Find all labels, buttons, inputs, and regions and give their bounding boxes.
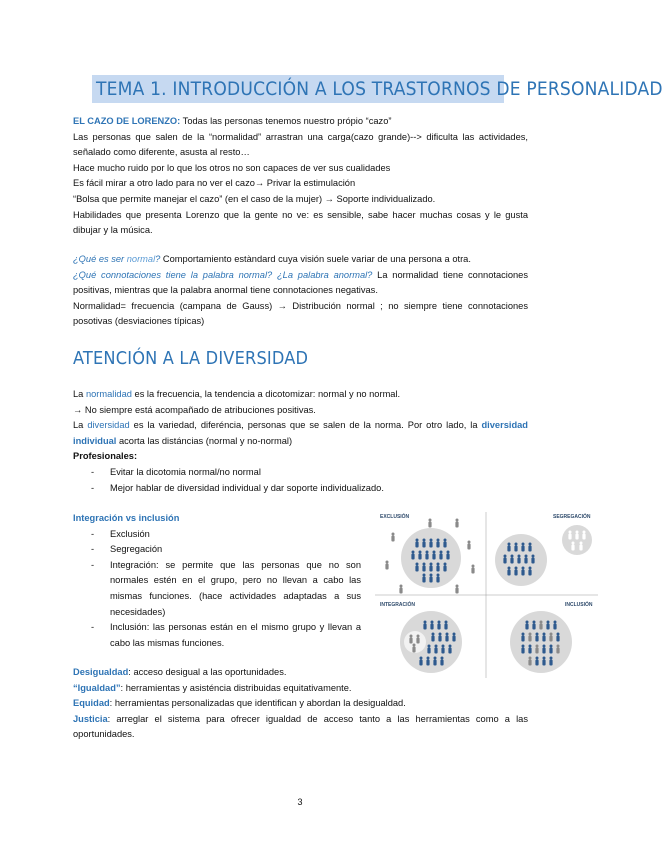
diagram-label-inclusion: INCLUSIÓN (565, 602, 593, 608)
normal-line3: Normalidad= frecuencia (campana de Gauss) → Distribución normal ; no siempre tiene connotaciones posotivas (desviaciones típicas) (73, 300, 528, 327)
section-heading-diversidad: ATENCIÓN A LA DIVERSIDAD (73, 348, 309, 369)
list-item: - Exclusión (73, 527, 361, 543)
def-equidad-text: : herramientas personalizadas que identifican y abordan la desigualdad. (109, 698, 406, 709)
div-l1-b: normalidad (85, 389, 132, 399)
normal-q2 (73, 268, 528, 299)
diversidad-l1 (73, 387, 528, 403)
profesionales-label: Profesionales: (73, 451, 138, 462)
def-justicia-text: : arreglar el sistema para ofrecer igualdad de acceso tanto a las herramientas como a las oportunidades. (73, 713, 528, 740)
normal-section (73, 252, 528, 330)
def-equidad (73, 696, 528, 712)
div-l3-b: diversidad (87, 420, 130, 431)
def-desigualdad-text: : acceso desigual a las oportunidades. (128, 667, 287, 677)
def-equidad-term: Equidad (73, 698, 110, 709)
div-l3-a: La (73, 420, 88, 431)
normal-q1 (73, 252, 528, 268)
lorenzo-heading-rest: Todas las personas tenemos nuestro própio “cazo” (180, 116, 392, 126)
integracion-heading: Integración vs inclusión (73, 513, 180, 523)
def-justicia (73, 712, 528, 743)
normal-q2-question: ¿Qué connotaciones tiene la palabra normal? ¿La palabra anormal? (73, 269, 373, 280)
def-desigualdad (73, 665, 528, 681)
div-l1-a: La (73, 389, 86, 399)
diagram-label-segregacion: SEGREGACIÓN (553, 514, 591, 520)
lorenzo-line: Hace mucho ruido por lo que los otros no son capaces de ver sus cualidades (73, 162, 391, 173)
diagram-label-integracion: INTEGRACIÓN (380, 602, 415, 608)
normal-q2-rest: La normalidad tiene connotaciones positivas, mientras que la palabra anormal tiene connotaciones negativas. (73, 269, 528, 296)
lorenzo-line: “Bolsa que permite manejar el cazo” (en el caso de la mujer) → Soporte individualizado. (73, 193, 436, 204)
integracion-list (73, 527, 361, 652)
def-igualdad-text: : herramientas y asisténcia distribuidas equitativamente. (120, 682, 352, 693)
list-item: - Mejor hablar de diversidad individual y dar soporte individualizado. (73, 481, 528, 497)
diversidad-l3 (73, 418, 528, 449)
lorenzo-heading: EL CAZO DE LORENZO: (73, 116, 181, 126)
inclusion-circle (510, 611, 572, 673)
list-item: - Evitar la dicotomia normal/no normal (73, 465, 528, 481)
def-justicia-term: Justicia (73, 713, 108, 724)
normal-q1-a: ¿Qué es ser (73, 254, 127, 264)
page-title: TEMA 1. INTRODUCCIÓN A LOS TRASTORNOS DE PERSONALIDAD (96, 78, 663, 100)
page-number: 3 (297, 797, 303, 807)
lorenzo-line: Habilidades que presenta Lorenzo que la gente no ve: es sensible, sabe hacer muchas cosas y le gusta dibujar y la música. (73, 209, 528, 236)
profesionales-list (73, 465, 528, 496)
integracion-section (73, 511, 361, 651)
list-item: - Inclusión: las personas están en el mismo grupo y llevan a cabo las mismas funciones. (73, 620, 361, 651)
div-l1-c: es la frecuencia, la tendencia a dicotomizar: normal y no normal. (131, 389, 401, 399)
inclusion-diagram (373, 510, 600, 680)
normal-q1-rest: Comportamiento estàndard cuya visión suele variar de una persona a otra. (160, 254, 471, 264)
div-l3-c: es la variedad, diferéncia, personas que se salen de la norma. Por otro lado, la (129, 420, 482, 431)
normal-q1-b: normal (126, 254, 156, 264)
segregacion-circle-small (562, 525, 592, 555)
list-item: - Integración: se permite que las personas que no son normales estén en el grupo, pero no llevan a cabo las mismas funciones. (hace actividades adaptadas a sus necesidades) (73, 558, 361, 620)
def-desigualdad-term: Desigualdad (73, 667, 129, 677)
segregacion-circle-main (495, 534, 547, 586)
lorenzo-line: Es fácil mirar a otro lado para no ver el cazo→ Privar la estimulación (73, 178, 356, 189)
diversidad-l2: → No siempre está acompañado de atribuciones positivas. (73, 404, 316, 415)
definitions-section (73, 665, 528, 743)
diversidad-section (73, 387, 528, 496)
div-l3-e: acorta las distáncias (normal y no-normal) (116, 435, 293, 446)
title-highlight (92, 75, 663, 103)
def-igualdad-term: “Igualdad” (73, 682, 121, 693)
normal-q1-c: ? (155, 254, 161, 264)
div-l3-d: diversidad individual (73, 420, 528, 446)
diagram-label-exclusion: EXCLUSIÓN (380, 514, 410, 520)
lorenzo-line: Las personas que salen de la “normalidad” arrastran una carga(cazo grande)--> dificulta las actividades, señalado como diferente, asusta al resto… (73, 131, 528, 158)
lorenzo-section (73, 114, 528, 239)
list-item: - Segregación (73, 542, 361, 558)
def-igualdad (73, 681, 361, 697)
lorenzo-heading-line (73, 114, 528, 130)
